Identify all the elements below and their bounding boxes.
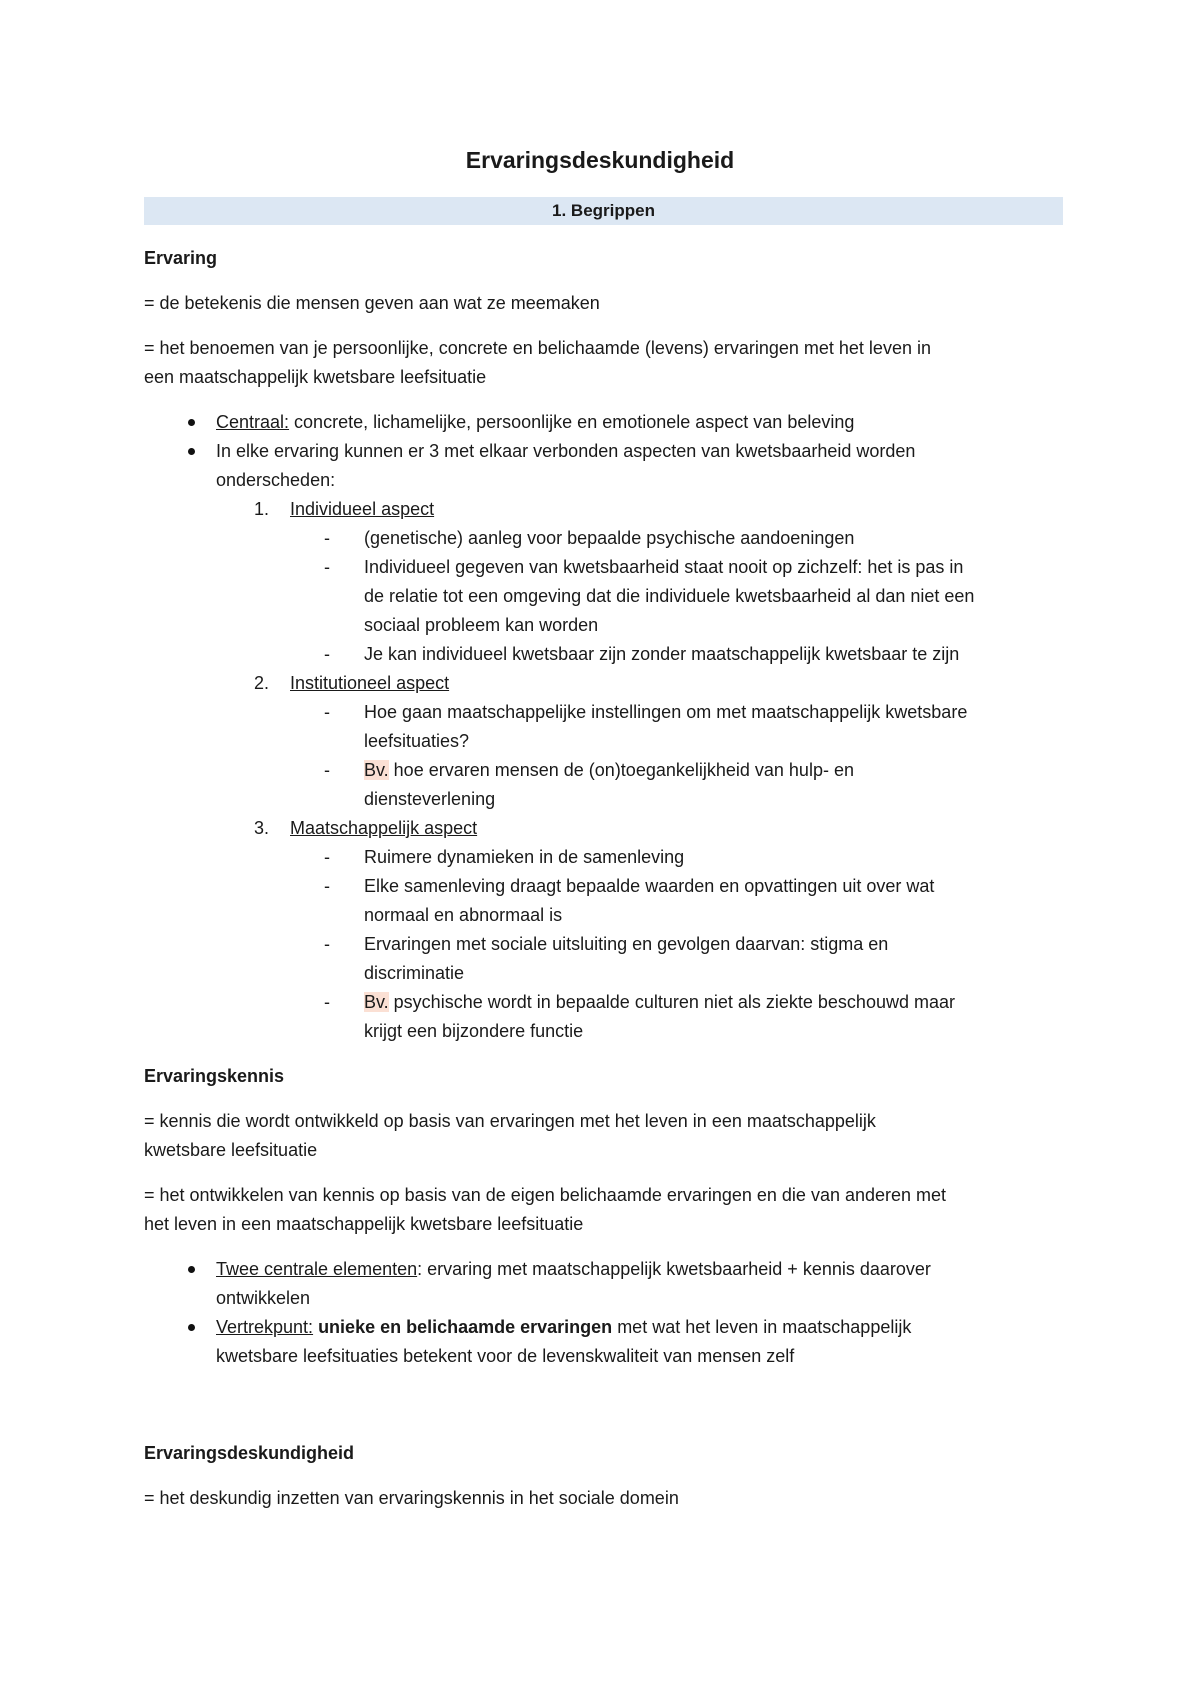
bullet-dot: [188, 419, 195, 426]
bullet-label: Centraal:: [216, 412, 290, 432]
bullet-text: onderscheden:: [216, 470, 336, 490]
definition-deskundigheid: = het deskundig inzetten van ervaringskennis in het sociale domein: [144, 1488, 679, 1508]
heading-ervaringsdeskundigheid: Ervaringsdeskundigheid: [144, 1443, 355, 1463]
document-title: Ervaringsdeskundigheid: [465, 147, 735, 173]
heading-ervaringskennis: Ervaringskennis: [144, 1066, 285, 1086]
bullet-dot: [188, 1324, 195, 1331]
example-marker: Bv.: [364, 760, 389, 780]
aspect-number: 3.: [254, 818, 270, 838]
aspect-number: 1.: [254, 499, 270, 519]
bullet-dot: [188, 1266, 195, 1273]
section-heading: 1. Begrippen: [144, 197, 1063, 225]
definition-ervaring-1: = de betekenis die mensen geven aan wat ze meemaken: [144, 293, 600, 313]
bullet-label: Twee centrale elementen: [216, 1259, 418, 1279]
bullet-text: concrete, lichamelijke, persoonlijke en emotionele aspect van beleving: [289, 412, 855, 432]
example-marker: Bv.: [364, 992, 389, 1012]
definition-kennis-2-line2: het leven in een maatschappelijk kwetsbare leefsituatie: [144, 1214, 584, 1234]
bullet-text: In elke ervaring kunnen er 3 met elkaar verbonden aspecten van kwetsbaarheid worden: [216, 441, 916, 461]
aspect-label: Maatschappelijk aspect: [290, 818, 478, 838]
heading-ervaring: Ervaring: [144, 248, 218, 268]
definition-kennis-1-line2: kwetsbare leefsituatie: [144, 1140, 318, 1160]
aspect-label: Individueel aspect: [290, 499, 435, 519]
aspect-label: Institutioneel aspect: [290, 673, 450, 693]
definition-ervaring-2-line1: = het benoemen van je persoonlijke, concrete en belichaamde (levens) ervaringen met het leven in: [144, 338, 931, 358]
bullet-label: Vertrekpunt:: [216, 1317, 314, 1337]
definition-kennis-1-line1: = kennis die wordt ontwikkeld op basis van ervaringen met het leven in een maatschappelijk: [144, 1111, 876, 1131]
bullet-dot: [188, 448, 195, 455]
aspect-number: 2.: [254, 673, 270, 693]
definition-kennis-2-line1: = het ontwikkelen van kennis op basis van de eigen belichaamde ervaringen en die van anderen met: [144, 1185, 947, 1205]
definition-ervaring-2-line2: een maatschappelijk kwetsbare leefsituatie: [144, 367, 487, 387]
document-body: Ervaring = de betekenis die mensen geven aan wat ze meemaken = het benoemen van je persoonlijke, concrete en belichaamde (levens) ervaringen met het leven in een maatschappelijk kwetsbare leefsituatie Centraal: concrete, lichamelijke, persoonlijke en emotionele aspect van beleving In elke ervaring kunnen er 3 met elkaar verbonden aspecten van kwetsbaarheid worden onderscheden: 1. Individueel aspect - (genetische) aanleg voor bepaalde psychische aandoeningen - Individueel gegeven van kwetsbaarheid staat nooit op zichzelf: het is pas in de relatie tot een omgeving dat die individuele kwetsbaarheid al dan niet een sociaal probleem kan worden - Je kan individueel kwetsbaar zijn zonder maatschappelijk kwetsbaar te zijn 2. Institutioneel aspect - Hoe gaan maatschappelijke instellingen om met maatschappelijk kwetsbare leefsituaties? - Bv. hoe ervaren mensen de (on)toegankelijkheid van hulp- en diensteverlening 3. Maatschappelijk aspect - Ruimere dynamieken in de samenleving - Elke samenleving draagt bepaalde waarden en opvattingen uit over wat normaal en abnormaal is - Ervaringen met sociale uitsluiting en gevolgen daarvan: stigma en discriminatie - Bv. psychische wordt in bepaalde culturen niet als ziekte beschouwd maar krijgt een bijzondere functie Ervaringskennis = kennis die wordt ontwikkeld op basis van ervaringen met het leven in een maatschappelijk kwetsbare leefsituatie = het ontwikkelen van kennis op basis van de eigen belichaamde ervaringen en die van anderen met het leven in een maatschappelijk kwetsbare leefsituatie Twee centrale elementen: ervaring met maatschappelijk kwetsbaarheid + kennis daarover ontwikkelen Vertrekpunt: unieke en belichaamde ervaringen met wat het leven in maatschappelijk kwetsbare leefsituaties betekent voor de levenskwaliteit van mensen zelf Ervaringsdeskundigheid = het deskundig inzetten van ervaringskennis in het sociale domein: [144, 0, 1062, 1698]
